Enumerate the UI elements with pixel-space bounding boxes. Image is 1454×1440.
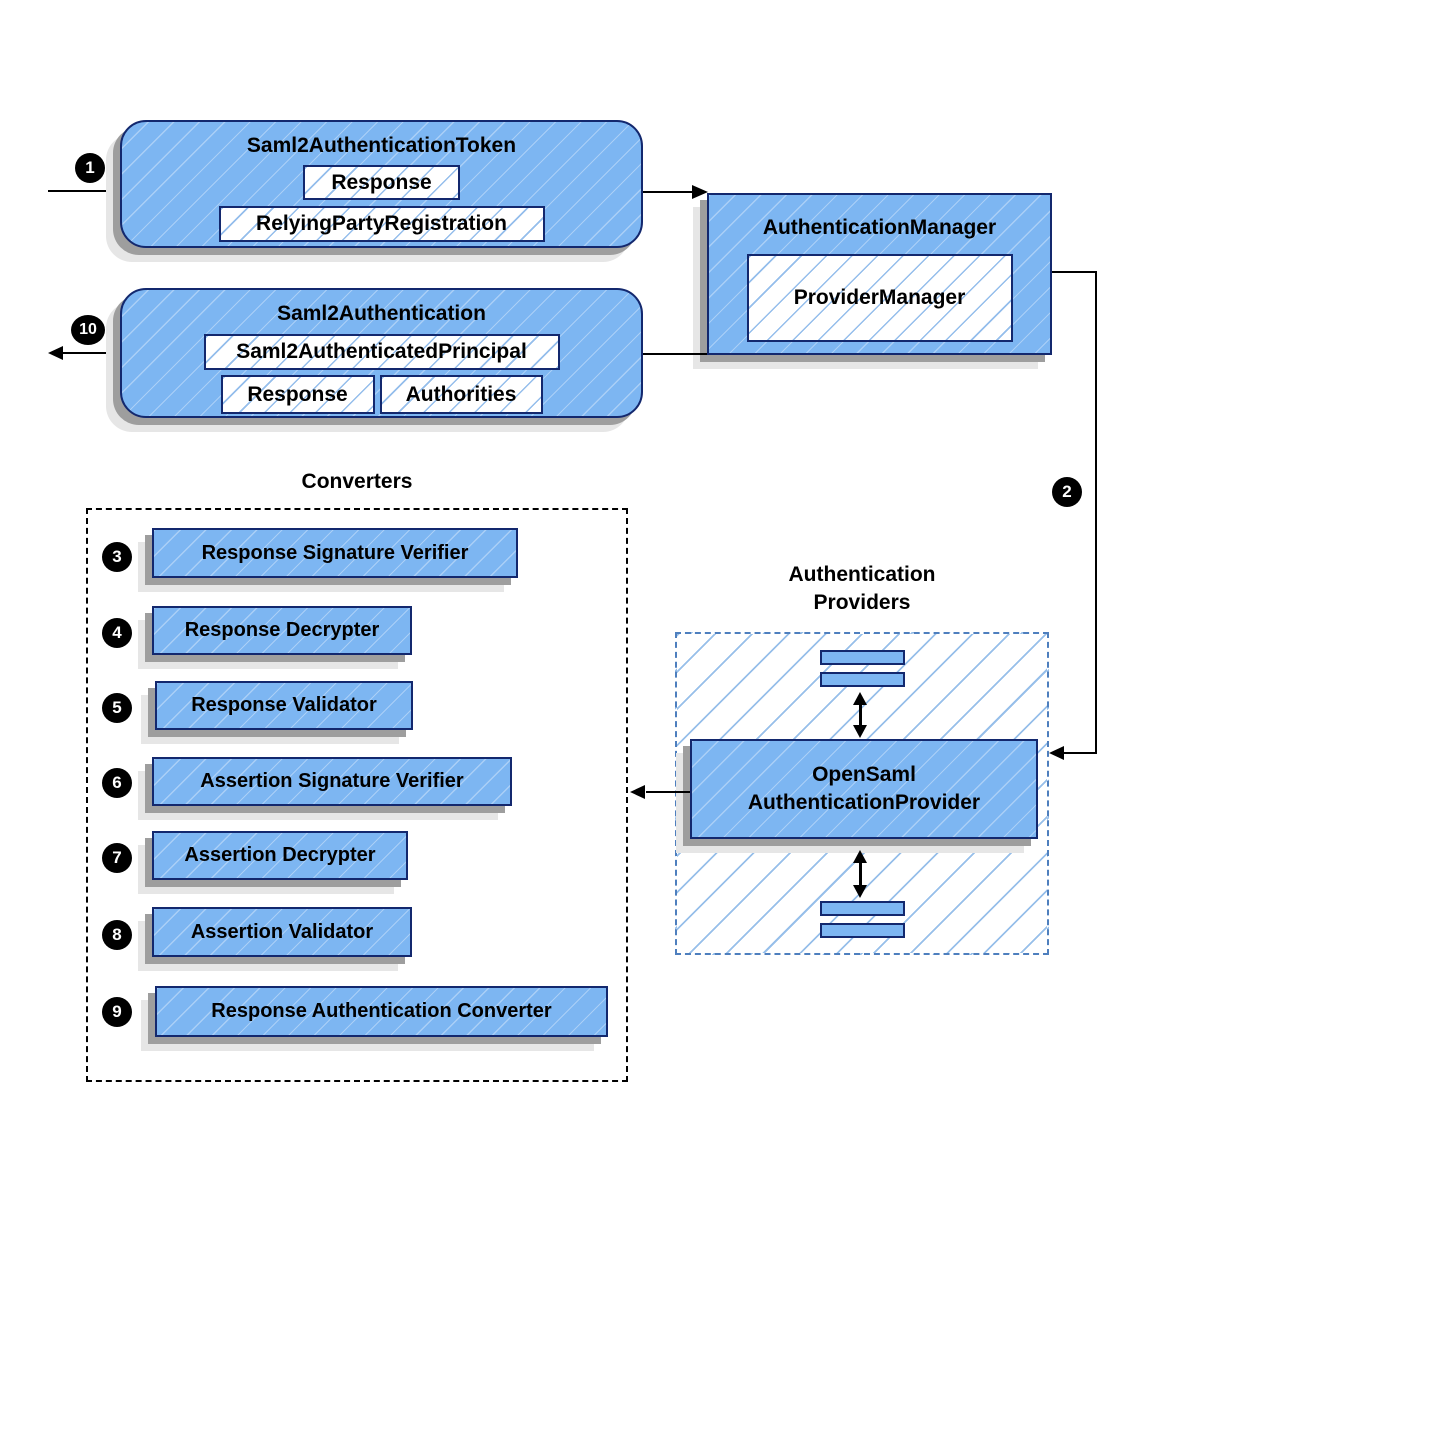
authentication-response-field: Response [221,375,375,414]
provider-bar [820,650,905,665]
step-3-badge: 3 [102,542,132,572]
authentication-providers-title [675,561,1049,617]
authentication-providers-title-line1: Authentication [788,563,936,586]
saml2-authentication-token-box [120,120,643,248]
double-arrow-icon [853,850,867,898]
provider-manager-field: ProviderManager [747,254,1013,342]
assertion-signature-verifier-box: Assertion Signature Verifier [152,757,512,806]
arrowhead-right-icon [692,185,708,199]
manager-to-authentication-line [643,353,707,355]
relying-party-registration-field: RelyingPartyRegistration [219,206,545,242]
step-9-badge: 9 [102,997,132,1027]
response-field: Response [303,165,460,200]
step-5-badge: 5 [102,693,132,723]
to-provider-line [1064,752,1097,754]
response-decrypter-box: Response Decrypter [152,606,412,655]
opensaml-title-line2: AuthenticationProvider [747,791,981,814]
manager-down-line [1095,271,1097,754]
step-4-badge: 4 [102,618,132,648]
arrowhead-up-icon [853,692,867,705]
provider-to-converters-line [646,791,690,793]
arrowhead-up-icon [853,850,867,863]
assertion-decrypter-box: Assertion Decrypter [152,831,408,880]
opensaml-authentication-provider-box [690,739,1038,839]
response-authentication-converter-box: Response Authentication Converter [155,986,608,1037]
provider-bar [820,901,905,916]
arrow-shaft [859,705,862,725]
assertion-validator-box: Assertion Validator [152,907,412,957]
converters-title: Converters [301,470,413,493]
authentication-manager-title: AuthenticationManager [762,216,997,239]
arrowhead-left-icon [630,785,645,799]
step-2-badge: 2 [1052,477,1082,507]
step-8-badge: 8 [102,920,132,950]
arrowhead-left-icon [48,346,63,360]
incoming-request-line [48,190,120,192]
authentication-providers-title-line2: Providers [813,591,911,614]
saml2-authentication-title: Saml2Authentication [277,302,486,325]
arrowhead-down-icon [853,725,867,738]
provider-bar [820,923,905,938]
response-signature-verifier-box: Response Signature Verifier [152,528,518,578]
authorities-field: Authorities [380,375,543,414]
opensaml-title-line1: OpenSaml [812,763,916,786]
arrow-shaft [859,863,862,885]
step-7-badge: 7 [102,843,132,873]
outgoing-result-line [63,352,120,354]
double-arrow-icon [853,692,867,738]
saml2-authentication-box [120,288,643,418]
token-to-manager-line [643,191,692,193]
arrowhead-down-icon [853,885,867,898]
saml2-authentication-token-title: Saml2AuthenticationToken [246,134,517,157]
provider-bar [820,672,905,687]
arrowhead-left-icon [1049,746,1064,760]
manager-out-line [1052,271,1097,273]
step-6-badge: 6 [102,768,132,798]
authentication-manager-box [707,193,1052,355]
step-10-badge: 10 [71,315,105,345]
authentication-fields-row [221,375,543,414]
response-validator-box: Response Validator [155,681,413,730]
saml2-authenticated-principal-field: Saml2AuthenticatedPrincipal [204,334,560,370]
step-1-badge: 1 [75,153,105,183]
